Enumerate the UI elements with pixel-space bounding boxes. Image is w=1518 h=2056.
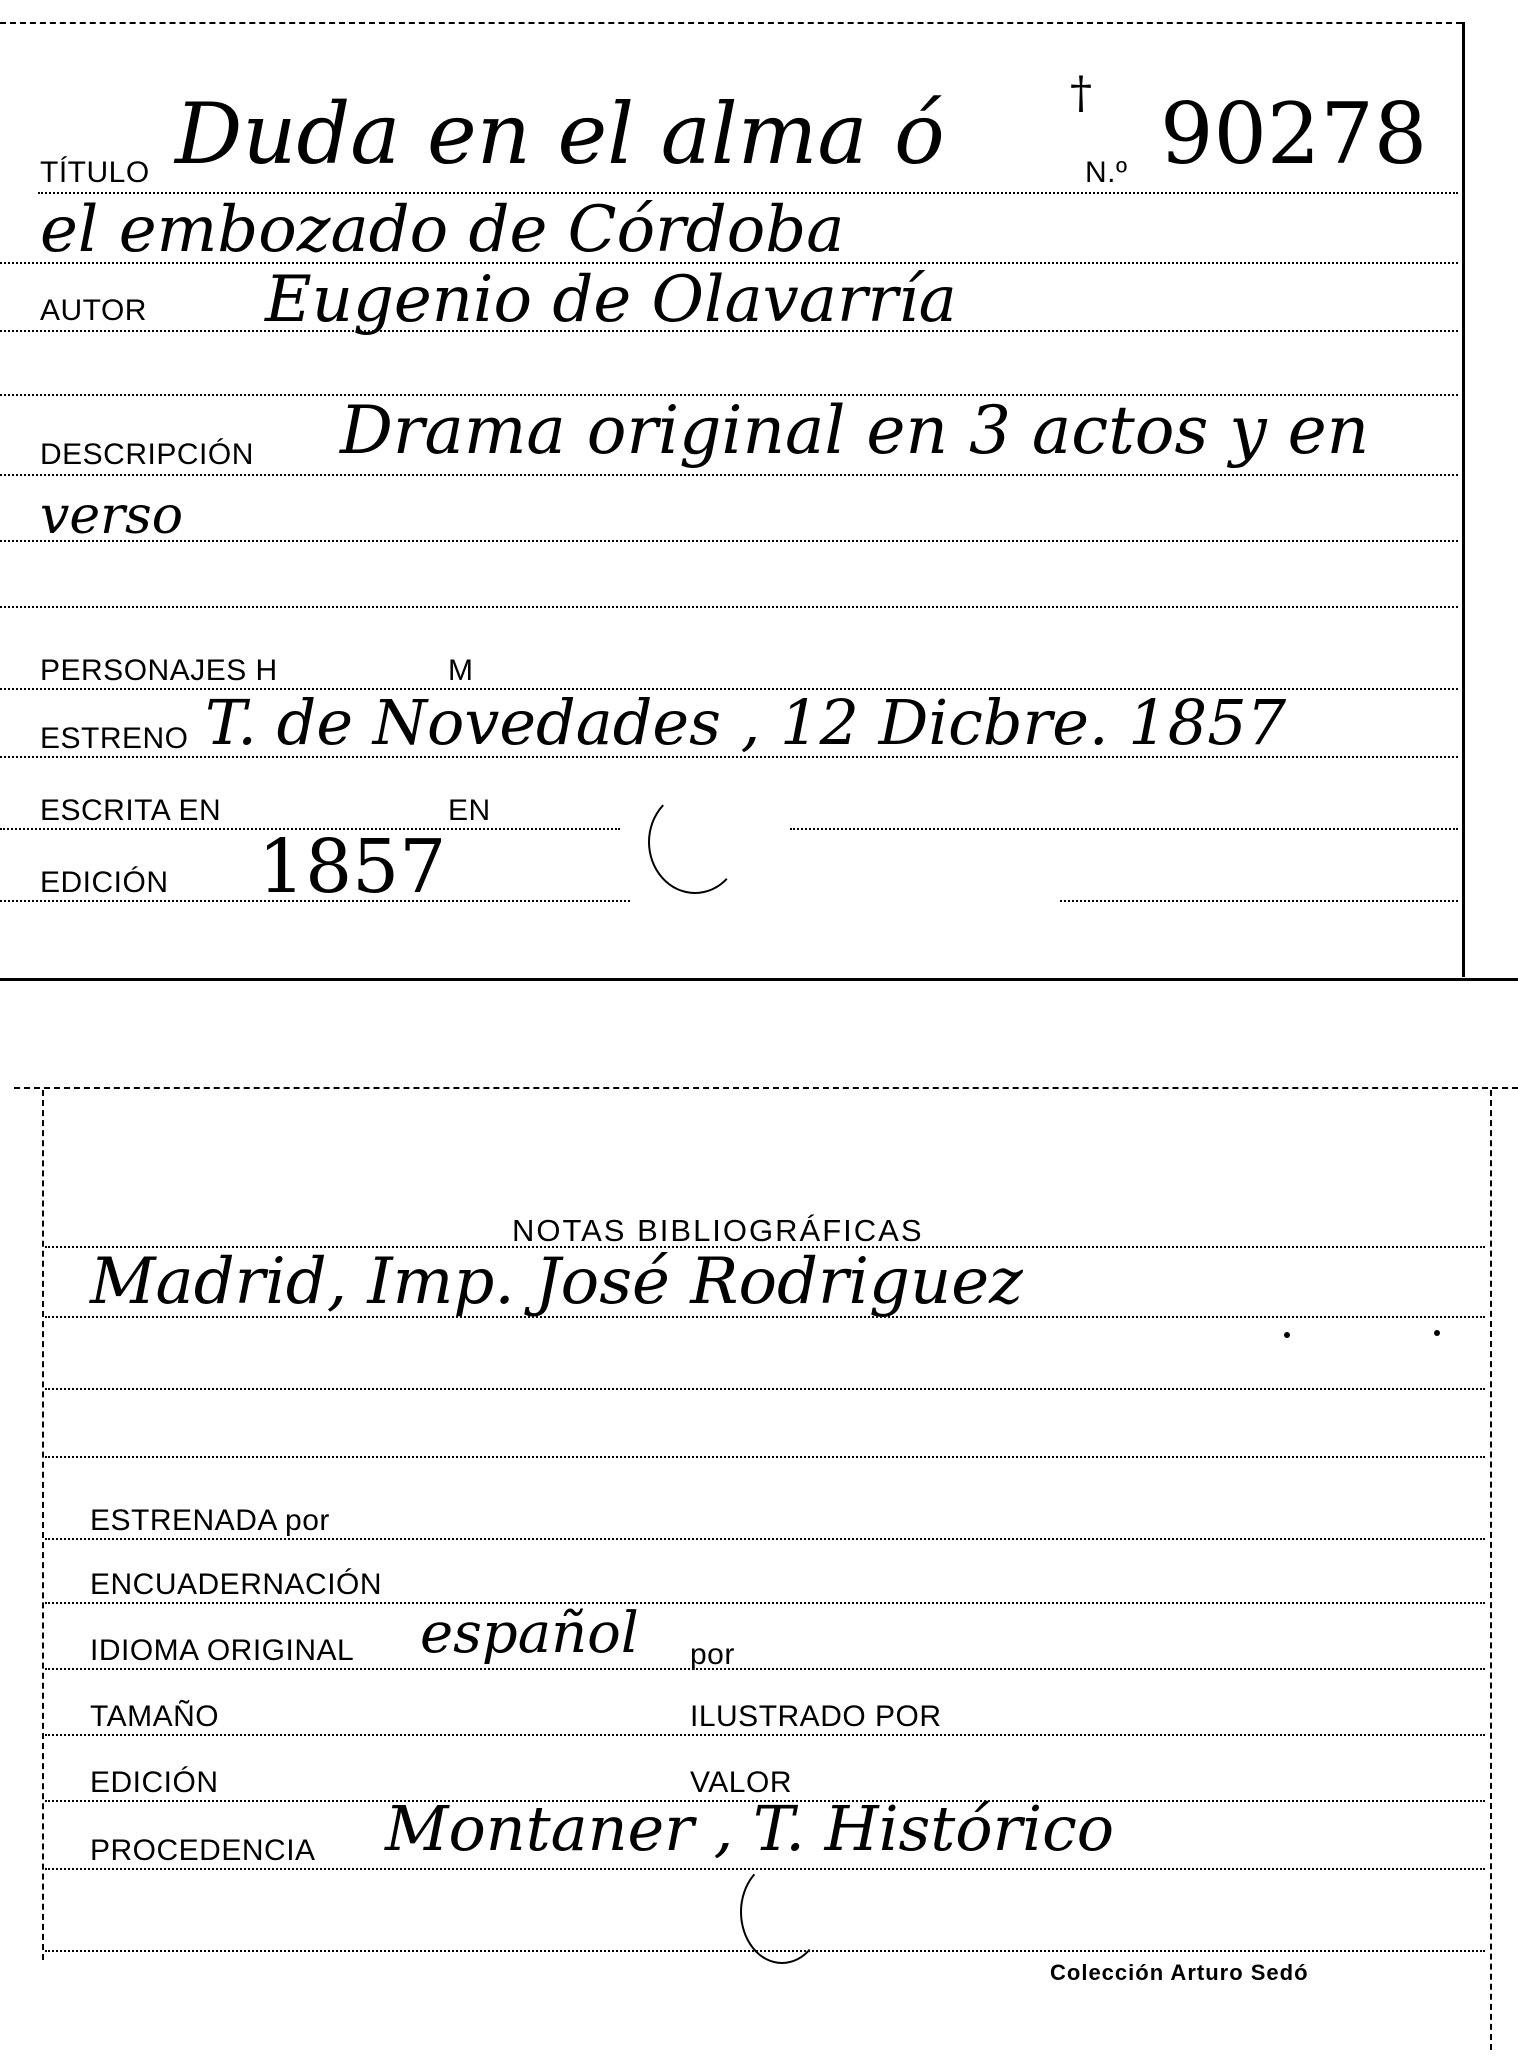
estrenada-por-label: ESTRENADA por (90, 1504, 330, 1537)
notas-value-line1: Madrid, Imp. José Rodriguez (90, 1245, 1023, 1319)
descripcion-value-line1: Drama original en 3 actos y en (340, 392, 1370, 469)
speck (1284, 1332, 1290, 1338)
bottom-line (45, 1950, 1485, 1952)
notas-line-4 (45, 1456, 1485, 1458)
encuadernacion-label: ENCUADERNACIÓN (90, 1568, 383, 1601)
speck (1434, 1330, 1440, 1336)
card-right-edge (1462, 22, 1465, 977)
catalog-card-front (0, 0, 1518, 985)
personajes-label: PERSONAJES H (40, 654, 278, 687)
titulo-value-line2: el embozado de Córdoba (40, 193, 845, 267)
titulo-value-line1: Duda en el alma ó (175, 85, 945, 183)
card-top-edge (0, 22, 1462, 24)
back-left-edge (42, 1090, 44, 1960)
coleccion-stamp: Colección Arturo Sedó (1050, 1960, 1309, 1985)
procedencia-label: PROCEDENCIA (90, 1834, 316, 1867)
autor-line (0, 330, 1458, 332)
back-right-edge (1490, 1090, 1492, 2050)
tamano-label: TAMAÑO (90, 1700, 220, 1733)
edicion-line (0, 900, 630, 902)
titulo-label: TÍTULO (40, 156, 150, 189)
hole-mark (648, 790, 742, 894)
hole-mark-back (740, 1860, 824, 1964)
card-bottom-edge (0, 978, 1518, 981)
procedencia-value: Montaner , T. Histórico (385, 1792, 1115, 1865)
edicion-label: EDICIÓN (40, 866, 169, 899)
numero-label: N.º (1085, 156, 1128, 189)
valor-label: VALOR (690, 1766, 792, 1799)
autor-value: Eugenio de Olavarría (265, 263, 957, 337)
descripcion-value-line2: verso (40, 486, 183, 546)
escrita-en2-label: EN (448, 794, 491, 827)
numero-value: 90278 (1160, 85, 1428, 183)
idioma-original-label: IDIOMA ORIGINAL (90, 1634, 355, 1667)
autor-label: AUTOR (40, 294, 147, 327)
back-top-edge (14, 1087, 1518, 1089)
catalog-card-back (0, 1080, 1518, 2056)
ilustrado-por-label: ILUSTRADO POR (690, 1700, 942, 1733)
notas-line-2 (45, 1316, 1485, 1318)
edicion-line-b (1060, 900, 1458, 902)
descripcion-line2 (0, 540, 1458, 542)
idioma-original-value: español (420, 1601, 639, 1666)
notas-heading: NOTAS BIBLIOGRÁFICAS (512, 1213, 924, 1248)
notas-line-3 (45, 1388, 1485, 1390)
escrita-en-label: ESCRITA EN (40, 794, 222, 827)
escrita-line-b (790, 828, 1458, 830)
personajes-m-label: M (448, 654, 474, 687)
estrenada-line (45, 1538, 1485, 1540)
idioma-line (45, 1668, 1485, 1670)
estreno-line (0, 756, 1458, 758)
encuadernacion-line (45, 1602, 1485, 1604)
idioma-por-label: por (690, 1638, 735, 1671)
dagger-mark: † (1070, 68, 1092, 119)
tamano-line (45, 1734, 1485, 1736)
edicion-back-label: EDICIÓN (90, 1766, 219, 1799)
descripcion-line (0, 474, 1458, 476)
estreno-value: T. de Novedades , 12 Dicbre. 1857 (205, 686, 1287, 759)
descripcion-label: DESCRIPCIÓN (40, 438, 254, 471)
edicion-value: 1857 (258, 824, 447, 910)
estreno-label: ESTRENO (40, 722, 189, 755)
blank-line-2 (0, 606, 1458, 608)
